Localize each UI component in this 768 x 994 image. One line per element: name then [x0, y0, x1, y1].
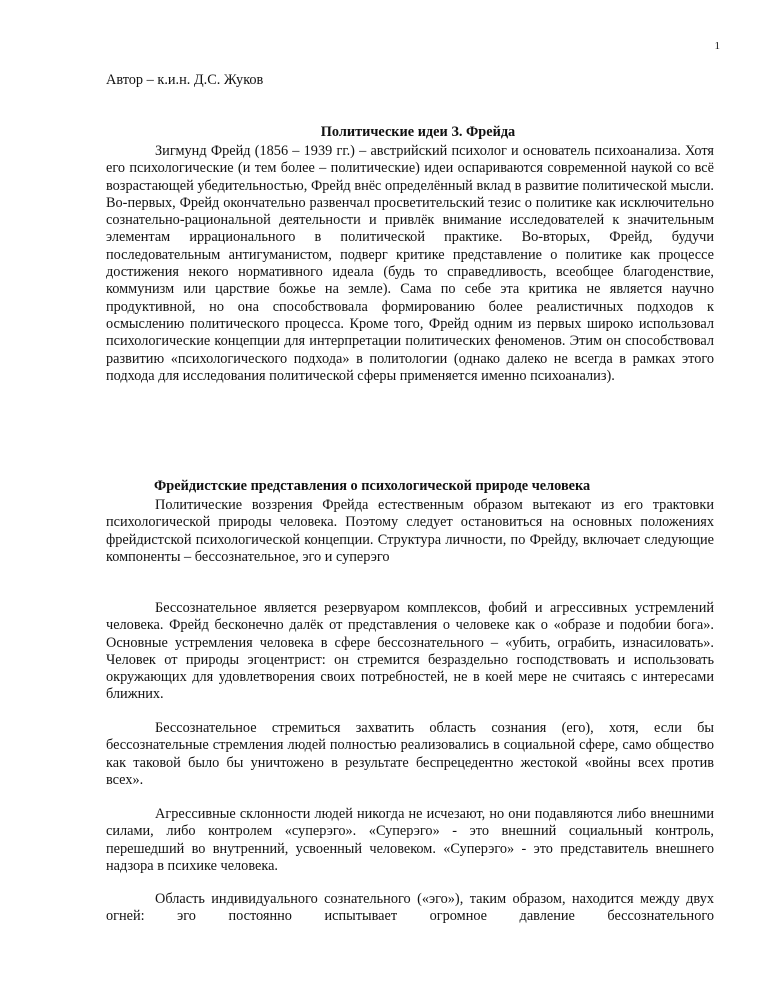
section-paragraph-5: [106, 891, 714, 926]
page-number: 1: [714, 40, 720, 52]
paragraph: Бессознательное стремиться захватить область сознания (его), хотя, если бы бессознательные стремления людей полностью реализовались в социальной сфере, само общество как таковой было бы уничтожено в результате беспрецедентно жестокой «войны всех против всех».: [106, 720, 714, 788]
section-paragraph-4: [106, 806, 714, 875]
author-line: Автор – к.и.н. Д.С. Жуков: [106, 72, 264, 88]
paragraph: Зигмунд Фрейд (1856 – 1939 гг.) – австрийский психолог и основатель психоанализа. Хотя его психологические (и тем более – политические) идеи оспариваются современной наукой со всё возрастающей убедительностью, Фрейд внёс определённый вклад в развитие политической мысли. Во-первых, Фрейд окончательно развенчал просветительский тезис о политике как исключительно сознательно-рациональной деятельности и привлёк внимание исследователей к значительным элементам иррационального в политической практике. Во-вторых, Фрейд, будучи последовательным антигуманистом, подверг критике представление о политике как процессе достижения некого нормативного идеала (будь то справедливость, всеобщее благоденствие, коммунизм или царствие божье на земле). Сама по себе эта критика не является научно продуктивной, но она способствовала формированию более реалистичных подходов к осмыслению политического процесса. Кроме того, Фрейд одним из первых широко использовал психологические концепции для интерпретации политических феноменов. Этим он способствовал развитию «психологического подхода» в политологии (однако далеко не всегда в рамках этого подхода для исследования политической сферы применяется именно психоанализ).: [106, 143, 714, 384]
section-paragraph-2: [106, 600, 714, 704]
intro-paragraph: [106, 143, 714, 385]
section-paragraph-1: [106, 497, 714, 566]
paragraph: Агрессивные склонности людей никогда не исчезают, но они подавляются либо внешними силами, либо контролем «суперэго». «Суперэго» - это внешний социальный контроль, перешедший во внутренний, усвоенный человеком. «Суперэго» - это представитель внешнего надзора в психике человека.: [106, 806, 714, 874]
paragraph: Политические воззрения Фрейда естественным образом вытекают из его трактовки психологической природы человека. Поэтому следует остановиться на основных положениях фрейдистской психологической концепции. Структура личности, по Фрейду, включает следующие компоненты – бессознательное, эго и суперэго: [106, 497, 714, 565]
section-heading: Фрейдистские представления о психологической природе человека: [154, 478, 591, 494]
paragraph: Область индивидуального сознательного («эго»), таким образом, находится между двух огней: эго постоянно испытывает огромное давление бессознательного: [106, 891, 714, 925]
paragraph: Бессознательное является резервуаром комплексов, фобий и агрессивных устремлений человека. Фрейд бесконечно далёк от представления о человеке как о «образе и подобии бога». Основные устремления человека в сфере бессознательного – «убить, ограбить, изнасиловать». Человек от природы эгоцентрист: он стремится безраздельно господствовать и использовать окружающих для удовлетворения своих потребностей, не в коей мере не считаясь с интересами ближних.: [106, 600, 714, 703]
section-paragraph-3: [106, 720, 714, 789]
document-title: Политические идеи З. Фрейда: [320, 124, 516, 140]
